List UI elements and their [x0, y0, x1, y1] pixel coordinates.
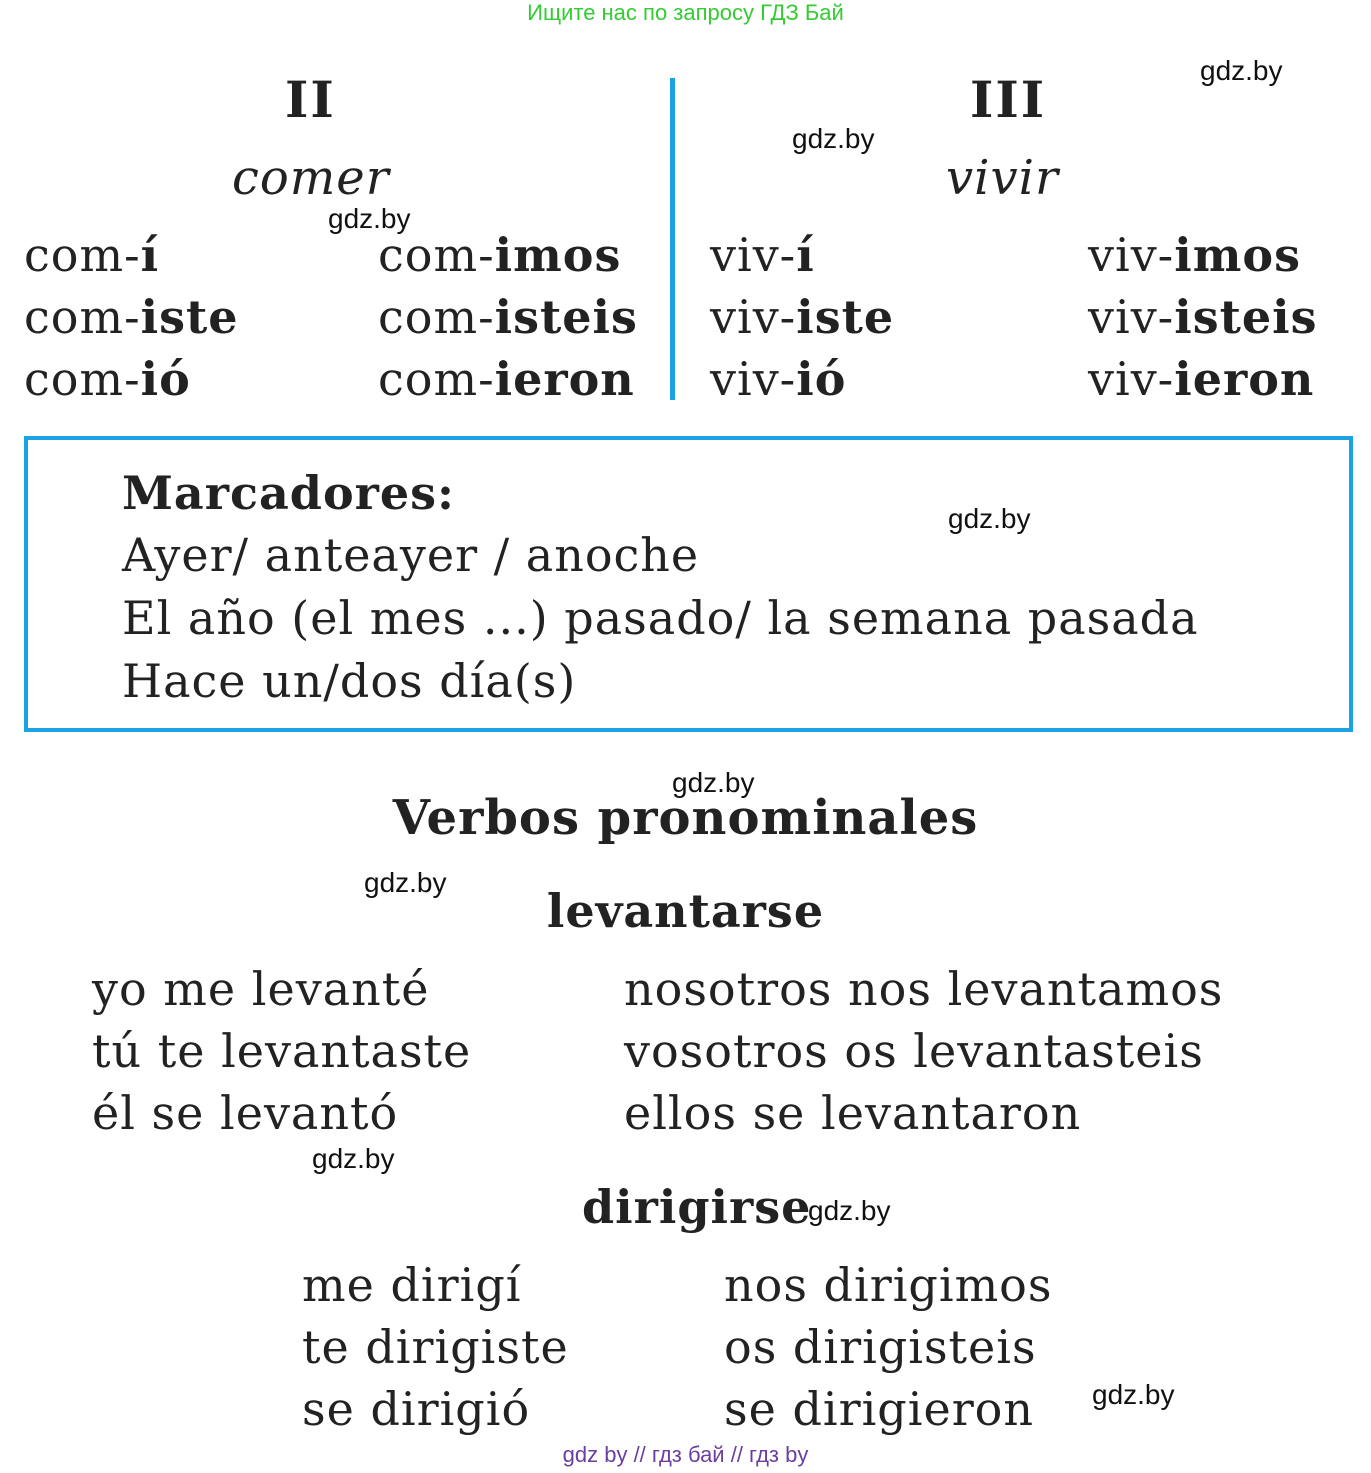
watermark: gdz.by — [792, 123, 875, 154]
column-divider — [670, 78, 675, 400]
marcadores-title: Marcadores: — [122, 466, 455, 520]
verb-form: me dirigí — [302, 1258, 522, 1312]
verb-form: se dirigieron — [724, 1382, 1035, 1436]
watermark: gdz.by — [808, 1195, 891, 1226]
conjugation-form: com-ió — [24, 352, 191, 406]
verb-form: vosotros os levantasteis — [624, 1024, 1204, 1078]
verb-form: os dirigisteis — [724, 1320, 1037, 1374]
watermark: gdz.by — [1200, 55, 1283, 86]
verb-form: él se levantó — [92, 1086, 399, 1140]
verb-infinitive: dirigirse — [582, 1180, 812, 1234]
conjugation-form: viv-imos — [1088, 228, 1301, 282]
conjugation-form: viv-ieron — [1088, 352, 1315, 406]
watermark: gdz.by — [948, 503, 1031, 534]
group-ii-infinitive: comer — [232, 150, 390, 206]
group-iii-numeral: III — [970, 70, 1047, 129]
conjugation-form: com-isteis — [378, 290, 638, 344]
conjugation-form: viv-í — [710, 228, 815, 282]
marcadores-line: Hace un/dos día(s) — [122, 654, 577, 708]
verb-infinitive: levantarse — [546, 884, 825, 938]
watermark: gdz.by — [672, 767, 755, 798]
verb-form: yo me levanté — [92, 962, 430, 1016]
verb-form: ellos se levantaron — [624, 1086, 1082, 1140]
top-search-link[interactable]: Ищите нас по запросу ГДЗ Бай — [527, 0, 844, 25]
footer-links[interactable]: gdz by // гдз бай // гдз by — [562, 1442, 809, 1467]
verb-form: se dirigió — [302, 1382, 531, 1436]
conjugation-form: com-imos — [378, 228, 622, 282]
conjugation-form: viv-iste — [710, 290, 895, 344]
verb-form: tú te levantaste — [92, 1024, 472, 1078]
conjugation-form: com-iste — [24, 290, 239, 344]
marcadores-line: El año (el mes ...) pasado/ la semana pasada — [122, 591, 1199, 645]
verb-form: te dirigiste — [302, 1320, 569, 1374]
conjugation-form: viv-ió — [710, 352, 847, 406]
group-iii-infinitive: vivir — [946, 150, 1059, 206]
pronominales-heading: Verbos pronominales — [392, 790, 979, 846]
verb-form: nosotros nos levantamos — [624, 962, 1224, 1016]
watermark: gdz.by — [364, 867, 447, 898]
watermark: gdz.by — [1092, 1379, 1175, 1410]
conjugation-form: com-í — [24, 228, 160, 282]
verb-form: nos dirigimos — [724, 1258, 1053, 1312]
group-ii-numeral: II — [285, 70, 336, 129]
watermark: gdz.by — [312, 1143, 395, 1174]
conjugation-form: viv-isteis — [1088, 290, 1318, 344]
marcadores-line: Ayer/ anteayer / anoche — [122, 528, 700, 582]
conjugation-form: com-ieron — [378, 352, 635, 406]
watermark: gdz.by — [328, 203, 411, 234]
